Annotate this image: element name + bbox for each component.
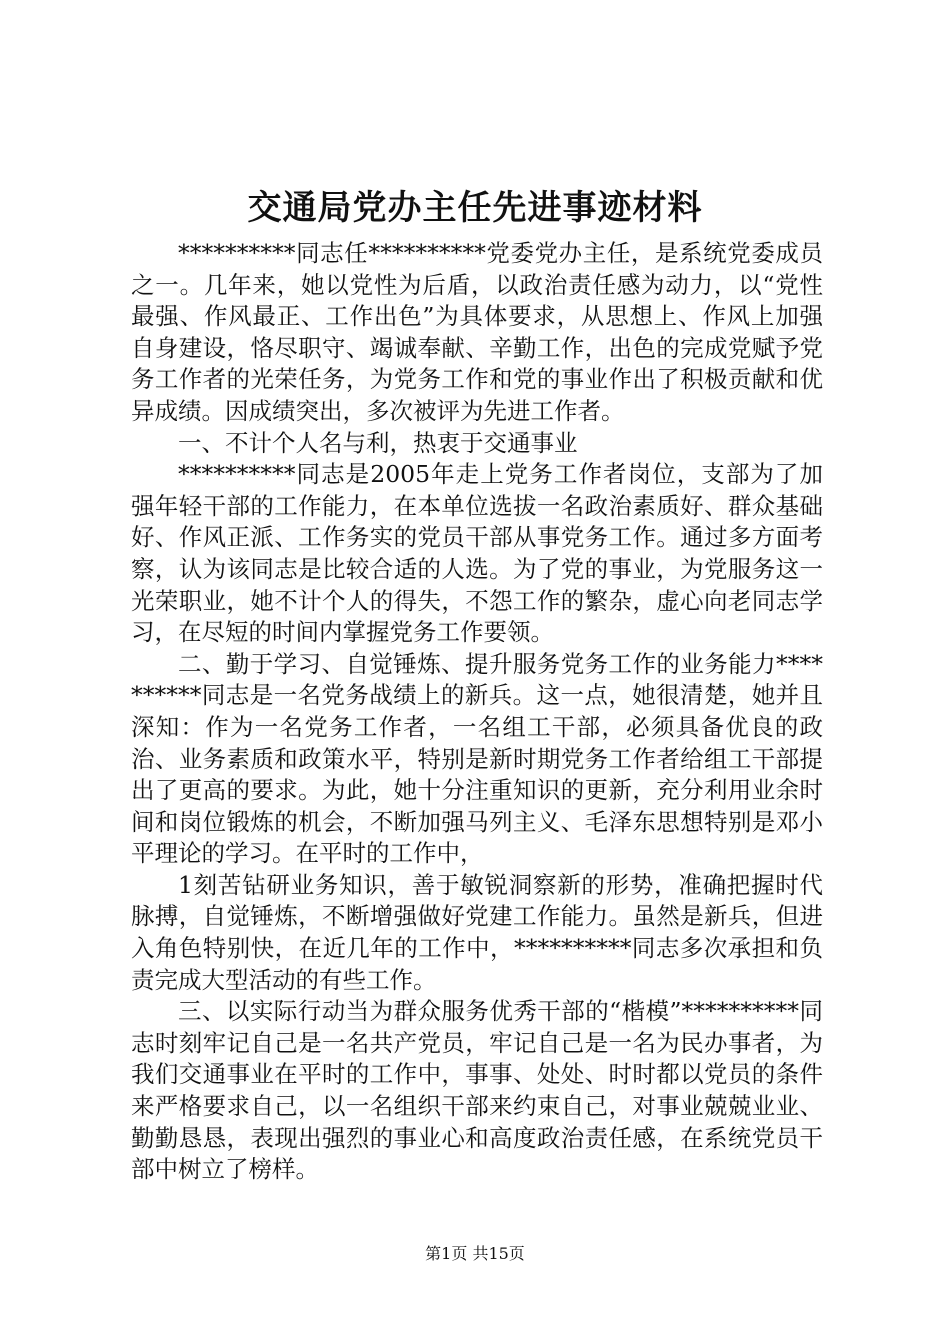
paragraph-section-2: 1刻苦钻研业务知识，善于敏锐洞察新的形势，准确把握时代脉搏，自觉锤炼，不断增强做好党建工作能力。虽然是新兵，但进入角色特别快，在近几年的工作中，**********同志多次承担和负责完成大型活动的有些工作。 xyxy=(131,870,823,994)
section-heading-2: 二、勤于学习、自觉锤炼、提升服务党务工作的业务能力**********同志是一名党务战绩上的新兵。这一点，她很清楚，她并且深知：作为一名党务工作者，一名组工干部，必须具备优良的政治、业务素质和政策水平，特别是新时期党务工作者给组工干部提出了更高的要求。为此，她十分注重知识的更新，充分利用业余时间和岗位锻炼的机会，不断加强马列主义、毛泽东思想特别是邓小平理论的学习。在平时的工作中， xyxy=(131,649,823,868)
section-heading-3: 三、以实际行动当为群众服务优秀干部的“楷模”**********同志时刻牢记自己是一名共产党员，牢记自己是一名为民办事者，为我们交通事业在平时的工作中，事事、处处、时时都以党员的条件来严格要求自己，以一名组织干部来约束自己，对事业兢兢业业、勤勤恳恳，表现出强烈的事业心和高度政治责任感，在系统党员干部中树立了榜样。 xyxy=(131,997,823,1184)
document-title: 交通局党办主任先进事迹材料 xyxy=(247,188,703,228)
document-body xyxy=(131,238,823,1186)
page-footer: 第1页 共15页 xyxy=(425,1244,525,1263)
paragraph-section-1: **********同志是2005年走上党务工作者岗位，支部为了加强年轻干部的工作能力，在本单位选拔一名政治素质好、群众基础好、作风正派、工作务实的党员干部从事党务工作。通过多方面考察，认为该同志是比较合适的人选。为了党的事业，为党服务这一光荣职业，她不计个人的得失，不怨工作的繁杂，虚心向老同志学习，在尽短的时间内掌握党务工作要领。 xyxy=(131,460,823,647)
paragraph-intro: **********同志任**********党委党办主任，是系统党委成员之一。几年来，她以党性为后盾，以政治责任感为动力，以“党性最强、作风最正、工作出色”为具体要求，从思想上、作风上加强自身建设，恪尽职守、竭诚奉献、辛勤工作，出色的完成党赋予党务工作者的光荣任务，为党务工作和党的事业作出了积极贡献和优异成绩。因成绩突出，多次被评为先进工作者。 xyxy=(131,239,823,425)
section-heading-1: 一、不计个人名与利，热衷于交通事业 xyxy=(178,428,578,457)
